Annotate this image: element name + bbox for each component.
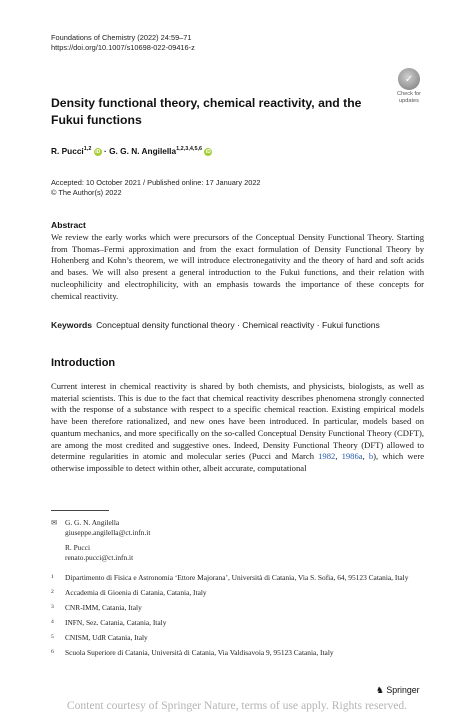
intro-body: Current interest in chemical reactivity is shared by both chemists, and physicists, biologists, as well as material scientists. This is due to the fact that chemical reactivity describes phenomena strongly connected with the response of a substance with respect to a specific chemical reaction. Existing empirical models have been therefore rationalized, and new ones have been introduced. In particular, models based on quantum mechanics, and more specifically on the so-called Conceptual Density Functional Theory (CDFT), are among the most credited and suggestive ones. Indeed, Density Functional Theory (DFT) allowed to determine regularities in atomic and molecular series (Pucci and March: [51, 381, 424, 462]
author-line: [51, 146, 212, 156]
check-for-updates-line1: Check for: [397, 91, 421, 97]
orcid-icon[interactable]: iD: [95, 148, 101, 155]
corr-email-2[interactable]: renato.pucci@ct.infn.it: [65, 553, 134, 562]
citation-link[interactable]: b: [368, 451, 374, 462]
introduction-heading: Introduction: [51, 357, 116, 369]
affiliation-item: 1 Dipartimento di Fisica e Astronomia ‘Ettore Majorana’, Università di Catania, Via S. Sofia, 64, 95123 Catania, Italy: [51, 573, 409, 582]
affiliation-item: 2 Accademia di Gioenia di Catania, Catania, Italy: [51, 588, 207, 597]
accepted-published: Accepted: 10 October 2021 / Published online: 17 January 2022: [51, 178, 261, 187]
author-separator: ·: [101, 146, 110, 156]
footer-notice: Content courtesy of Springer Nature, terms of use apply. Rights reserved.: [66, 699, 408, 712]
publication-dates: [51, 178, 261, 198]
intro-sep: ,: [362, 451, 369, 462]
springer-horse-icon: ♞: [376, 685, 384, 695]
envelope-icon: ✉: [51, 518, 58, 527]
copyright: © The Author(s) 2022: [51, 188, 122, 197]
intro-tail: ), which were otherwise impossible to detect within other, albeit accurate, computational: [51, 451, 425, 473]
affiliation-item: 3 CNR-IMM, Catania, Italy: [51, 603, 142, 612]
introduction-text: [51, 381, 424, 475]
affiliation-item: 6 Scuola Superiore di Catania, Università di Catania, Via Valdisavoia 9, 95123 Catania, Italy: [51, 648, 334, 657]
check-for-updates-icon: ✓: [398, 68, 420, 90]
keywords: [51, 320, 380, 330]
doi-link[interactable]: https://doi.org/10.1007/s10698-022-09416-z: [51, 43, 195, 52]
keywords-text: Conceptual density functional theory · Chemical reactivity · Fukui functions: [96, 320, 380, 330]
article-title: Density functional theory, chemical reactivity, and the Fukui functions: [51, 96, 362, 127]
author-1[interactable]: R. Pucci: [51, 146, 84, 156]
author-1-affil: 1,2: [83, 146, 92, 153]
corr-name-1: G. G. N. Angilella: [65, 518, 120, 527]
affiliations-list: [51, 573, 424, 663]
citation-link[interactable]: 1986a: [341, 451, 363, 462]
journal-citation: Foundations of Chemistry (2022) 24:59–71: [51, 33, 192, 42]
correspondence-block: [51, 518, 150, 563]
affiliation-item: 5 CNISM, UdR Catania, Italy: [51, 633, 148, 642]
author-2-affil: 1,2,3,4,5,6: [176, 146, 203, 153]
author-2[interactable]: G. G. N. Angilella: [109, 146, 177, 156]
affiliation-item: 4 INFN, Sez. Catania, Catania, Italy: [51, 618, 167, 627]
journal-header: [51, 33, 195, 53]
footnote-divider: [51, 510, 109, 511]
abstract-heading: Abstract: [51, 220, 86, 230]
publisher-logo: [376, 685, 420, 696]
citation-link[interactable]: 1982: [318, 451, 336, 462]
corr-email-1[interactable]: giuseppe.angilella@ct.infn.it: [65, 528, 151, 537]
publisher-name: Springer: [386, 685, 420, 695]
corr-name-2: R. Pucci: [65, 543, 91, 552]
orcid-icon[interactable]: iD: [205, 148, 211, 155]
intro-sep: ,: [335, 451, 342, 462]
abstract-text: We review the early works which were precursors of the Conceptual Density Functional Theory. Starting from Thomas–Fermi approximation and from the exact formulation of Density Functional Theory by Hohenberg and Kohn’s theorem, we will introduce electronegativity and the theory of hard and soft acids and bases. We will also present a general introduction to the Fukui functions, and their relation with nucleophilicity and electrophilicity, with an emphasis towards the importance of these concepts for chemical reactivity.: [51, 232, 424, 301]
keywords-label: Keywords: [51, 320, 93, 330]
check-for-updates-line2: updates: [399, 98, 419, 104]
check-for-updates-badge[interactable]: [394, 68, 424, 102]
